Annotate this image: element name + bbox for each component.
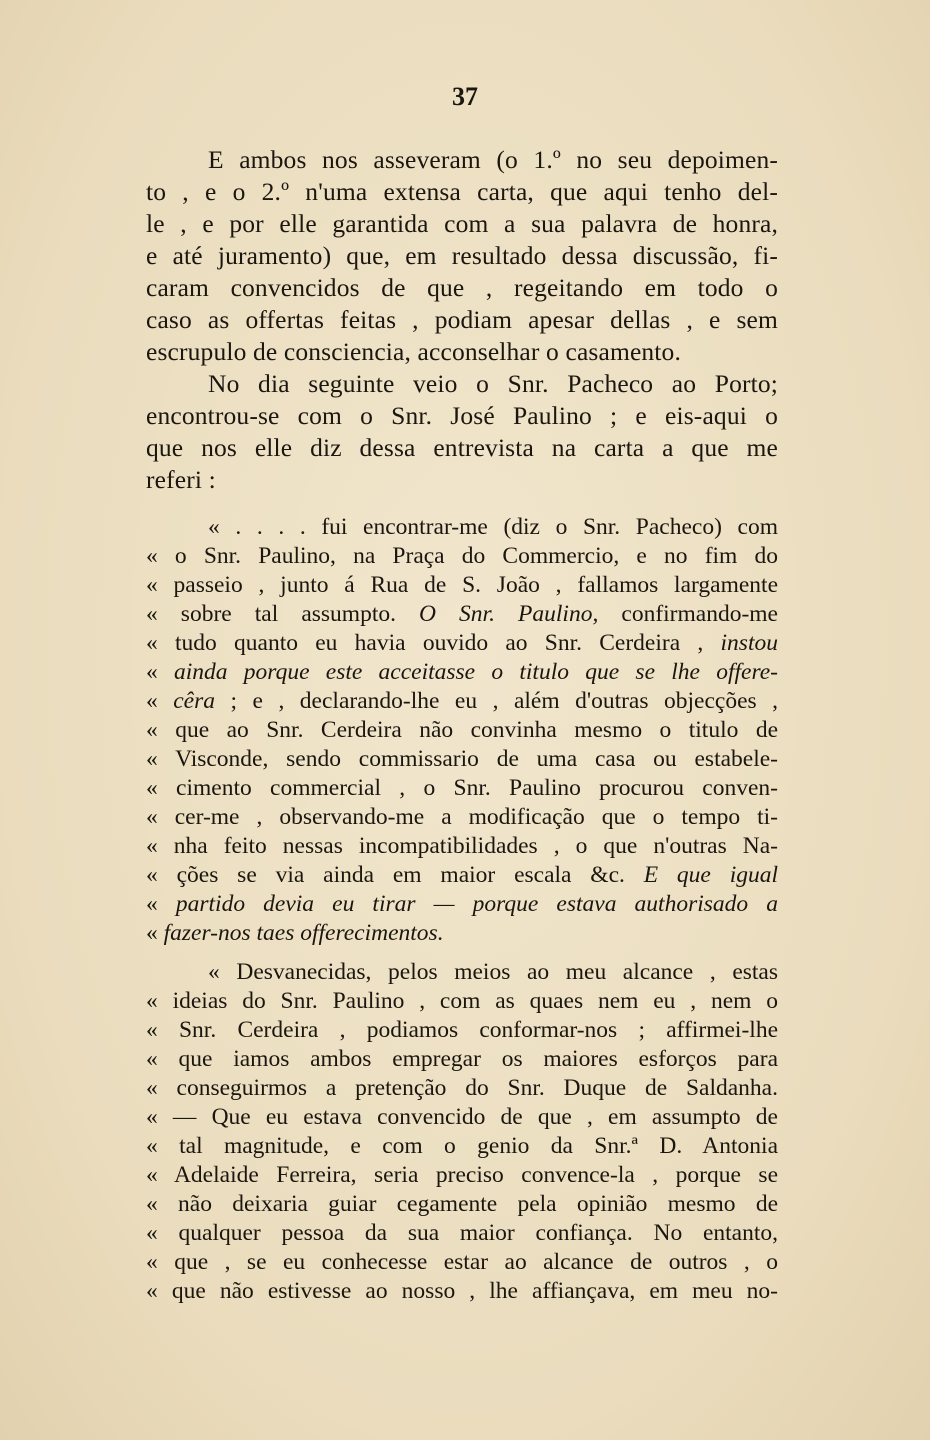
paragraph-line: to , e o 2.º n'uma extensa carta, que aqui tenho del- <box>146 177 778 206</box>
quote-line: « que não estivesse ao nosso , lhe affiançava, em meu no- <box>146 1278 778 1304</box>
quote-text: « <box>146 688 174 714</box>
paragraph-line: referi : <box>146 465 216 494</box>
quoted-letter-part-1 <box>146 513 778 948</box>
quote-line: « Desvanecidas, pelos meios ao meu alcance , estas <box>208 959 778 985</box>
quote-text: « sobre tal assumpto. <box>146 601 420 627</box>
quote-line <box>146 600 778 629</box>
quote-line: « conseguirmos a pretenção do Snr. Duque de Saldanha. <box>146 1075 778 1101</box>
quote-text: « ções se via ainda em maior escala &c. <box>146 862 644 888</box>
quote-line <box>146 774 778 803</box>
paragraph-line: caso as offertas feitas , podiam apesar dellas , e sem <box>146 305 778 334</box>
paragraph-line: le , e por elle garantida com a sua palavra de honra, <box>146 209 778 238</box>
quote-line: « ideias do Snr. Paulino , com as quaes nem eu , nem o <box>146 988 778 1014</box>
quote-text: « cimento commercial , o Snr. Paulino procurou conven- <box>146 775 778 801</box>
quote-line <box>146 832 778 861</box>
italic-text: cêra <box>173 688 216 714</box>
quote-line <box>146 687 778 716</box>
quote-text: « <box>146 891 176 917</box>
paragraph-line: E ambos nos asseveram (o 1.º no seu depoimen- <box>208 145 778 174</box>
body-text <box>146 144 778 496</box>
quote-line <box>146 571 778 600</box>
quote-line <box>146 629 778 658</box>
quote-text: « tudo quanto eu havia ouvido ao Snr. Cerdeira , <box>146 630 721 656</box>
italic-text: instou <box>720 630 778 656</box>
quote-text: ; e , declarando-lhe eu , além d'outras objecções , <box>215 688 779 714</box>
quote-line: « qualquer pessoa da sua maior confiança. No entanto, <box>146 1220 778 1246</box>
quote-line <box>146 716 778 745</box>
paragraph-line: caram convencidos de que , regeitando em todo o <box>146 273 778 302</box>
paragraph-line: que nos elle diz dessa entrevista na carta a que me <box>146 433 778 462</box>
quote-text: « passeio , junto á Rua de S. João , fallamos largamente <box>146 572 778 598</box>
quote-line <box>146 861 778 890</box>
quote-line <box>146 890 778 919</box>
quote-text: « Visconde, sendo commissario de uma casa ou estabele- <box>146 746 778 772</box>
paragraph-line: encontrou-se com o Snr. José Paulino ; e eis-aqui o <box>146 401 778 430</box>
quote-line <box>146 919 778 948</box>
quote-line: « Adelaide Ferreira, seria preciso convence-la , porque se <box>146 1162 778 1188</box>
quote-text: « o Snr. Paulino, na Praça do Commercio, e no fim do <box>146 543 778 569</box>
quote-line <box>146 513 778 542</box>
quote-line: « que iamos ambos empregar os maiores esforços para <box>146 1046 778 1072</box>
quote-line: « tal magnitude, e com o genio da Snr.ª D. Antonia <box>146 1133 778 1159</box>
quote-text: « <box>146 659 175 685</box>
paragraph-line: No dia seguinte veio o Snr. Pacheco ao Porto; <box>208 369 778 398</box>
quote-line: « Snr. Cerdeira , podiamos conformar-nos ; affirmei-lhe <box>146 1017 778 1043</box>
quote-line <box>146 658 778 687</box>
quote-line: « — Que eu estava convencido de que , em assumpto de <box>146 1104 778 1130</box>
italic-text: O Snr. Paulino, <box>419 601 599 627</box>
quote-text: confirmando-me <box>598 601 778 627</box>
quote-text: « que ao Snr. Cerdeira não convinha mesmo o titulo de <box>146 717 778 743</box>
quote-line <box>146 745 778 774</box>
paragraph-line: e até juramento) que, em resultado dessa discussão, fi- <box>146 241 778 270</box>
page-number: 37 <box>452 82 478 111</box>
quote-line <box>146 542 778 571</box>
quote-line <box>146 803 778 832</box>
quote-text: « nha feito nessas incompatibilidades , o que n'outras Na- <box>146 833 778 859</box>
italic-text: partido devia eu tirar — porque estava authorisado a <box>175 891 779 917</box>
quote-text: « <box>146 920 164 946</box>
paragraph-line: escrupulo de consciencia, acconselhar o casamento. <box>146 337 681 366</box>
italic-text: E que igual <box>643 862 779 888</box>
quote-line: « que , se eu conhecesse estar ao alcance de outros , o <box>146 1249 778 1275</box>
quote-text: « . . . . fui encontrar-me (diz o Snr. Pacheco) com <box>208 514 778 540</box>
italic-text: ainda porque este acceitasse o titulo que se lhe offere- <box>174 659 778 685</box>
quote-line: « não deixaria guiar cegamente pela opinião mesmo de <box>146 1191 778 1217</box>
italic-text: fazer-nos taes offerecimentos. <box>163 920 444 946</box>
quote-text: « cer-me , observando-me a modificação que o tempo ti- <box>146 804 778 830</box>
quoted-letter-part-2 <box>146 958 778 1306</box>
